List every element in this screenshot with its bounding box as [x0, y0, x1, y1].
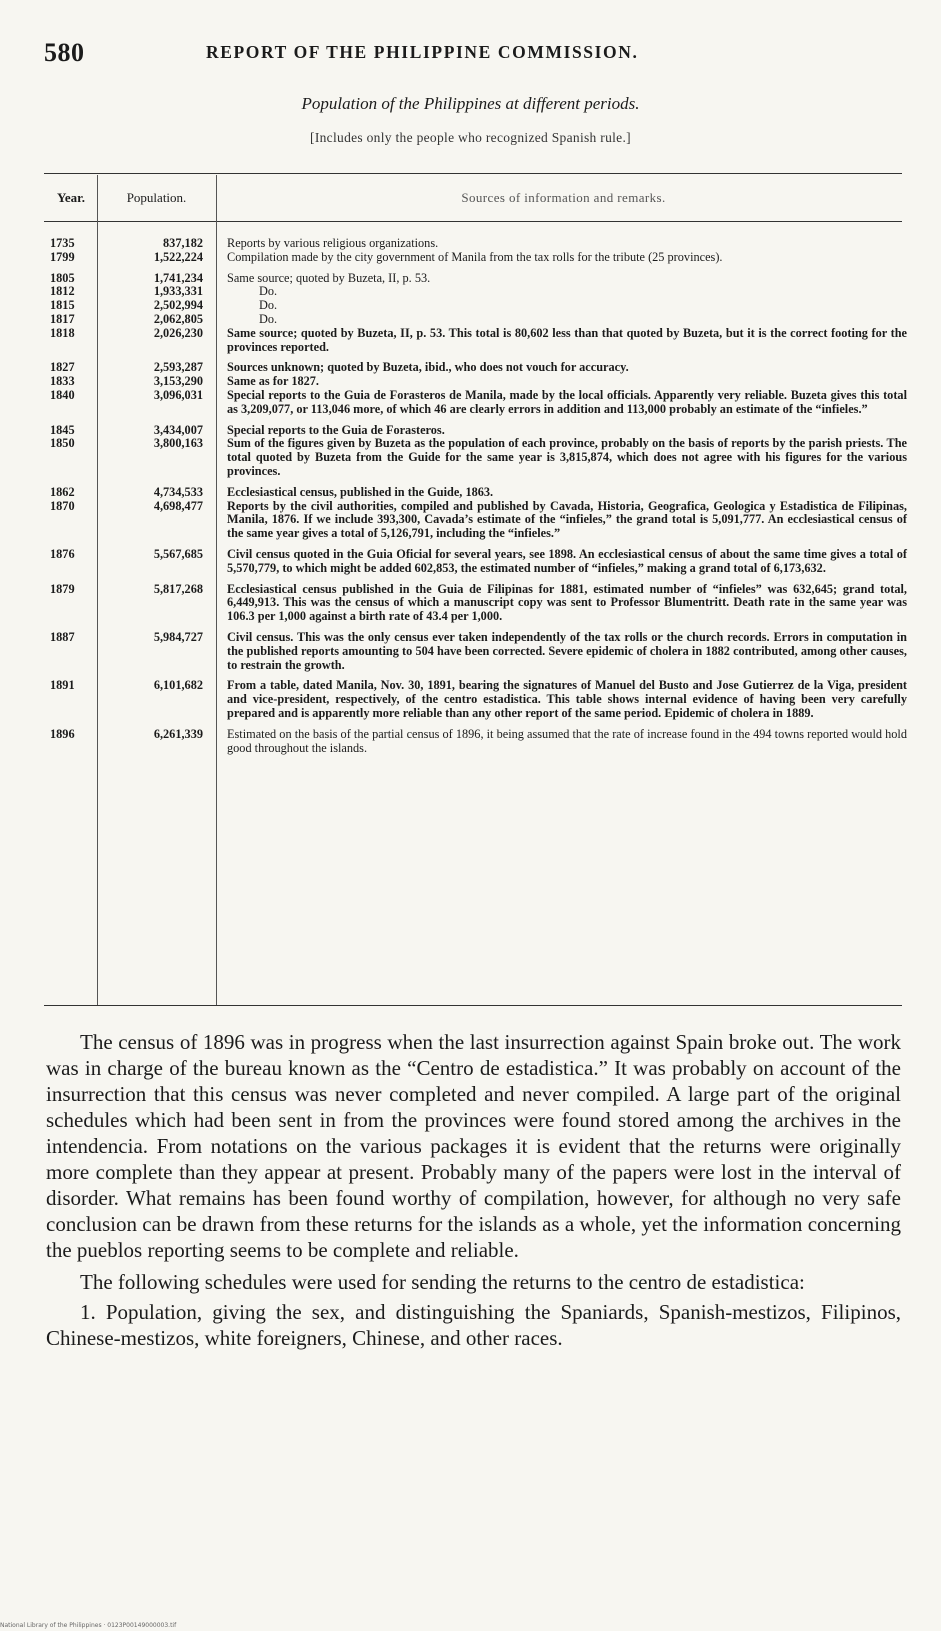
table-row: [44, 498, 907, 541]
row-population: 2,026,230: [153, 325, 203, 340]
row-source: Same source; quoted by Buzeta, II, p. 53.: [227, 270, 431, 285]
body-paragraph: 1. Population, giving the sex, and distinguishing the Spaniards, Spanish-mestizos, Filipinos, Chinese-mestizos, white foreigners, Chinese, and other races.: [46, 1300, 901, 1350]
table-row: [44, 313, 902, 327]
table-row: [44, 251, 902, 265]
row-population: 4,698,477: [153, 498, 203, 513]
row-year: 1817: [50, 311, 75, 326]
table-row: [44, 361, 902, 375]
row-year: 1799: [50, 249, 75, 264]
row-source: Do.: [259, 311, 278, 326]
row-year: 1870: [50, 498, 75, 513]
row-source: Reports by various religious organizations.: [227, 236, 439, 250]
row-population: 1,933,331: [153, 284, 203, 299]
table-row: [44, 375, 902, 389]
table-row: [44, 546, 907, 576]
row-population: 3,153,290: [153, 374, 203, 389]
row-year: 1815: [50, 298, 75, 313]
table-row: [44, 424, 902, 438]
row-source: Sum of the figures given by Buzeta as the population of each province, probably on the basis of reports by the parish priests. The total quoted by Buzeta from the Guide for the same year is 3,815,874, which does not agree with his figures for the various provinces.: [227, 436, 907, 478]
row-source: Estimated on the basis of the partial census of 1896, it being assumed that the rate of increase found in the 494 towns reported would hold good throughout the islands.: [227, 726, 907, 755]
running-head: REPORT OF THE PHILIPPINE COMMISSION.: [206, 42, 639, 62]
page-number: 580: [44, 38, 85, 67]
body-paragraph: The following schedules were used for sending the returns to the centro de estadistica:: [80, 1270, 805, 1294]
row-population: 2,062,805: [153, 311, 203, 326]
table-header-rule: [44, 221, 902, 222]
row-year: 1812: [50, 284, 75, 299]
body-paragraph: The census of 1896 was in progress when the last insurrection against Spain broke out. The work was in charge of the bureau known as the “Centro de estadistica.” It was probably on account of the insurrection that this census was never completed and never compiled. A large part of the original schedules which had been sent in from the provinces were found stored among the archives in the intendencia. From notations on the various packages it is evident that the returns were originally more complete than they appear at present. Probably many of the papers were lost in the interval of disorder. What remains has been found worthy of compilation, however, for although no very safe conclusion can be drawn from these returns for the islands as a whole, yet the information concerning the pueblos reporting seems to be complete and reliable.: [46, 1030, 901, 1262]
table-row: [44, 629, 907, 672]
body-text: [46, 1029, 901, 1351]
table-row: [44, 726, 907, 756]
table-row: [44, 678, 907, 720]
column-header-sources: Sources of information and remarks.: [461, 190, 666, 205]
row-year: 1735: [50, 236, 75, 250]
row-source: Special reports to the Guia de Forasteros.: [227, 422, 445, 437]
table-row: [44, 486, 902, 500]
table-bottom-rule: [44, 1005, 902, 1006]
table-row: [44, 581, 907, 624]
table-subtitle: [Includes only the people who recognized Spanish rule.]: [310, 130, 631, 145]
row-population: 3,096,031: [153, 387, 203, 402]
row-year: 1879: [50, 581, 75, 596]
table-row: [44, 436, 907, 478]
row-source: From a table, dated Manila, Nov. 30, 1891, bearing the signatures of Manuel del Busto and Jose Gutierrez de la Viga, president and vice-president, respectively, of the centro estadistica. This table shows internal evidence of having been very carefully prepared and is apparently more reliable than any other report of the same period. Epidemic of cholera in 1889.: [227, 678, 907, 720]
row-population: 6,101,682: [153, 678, 203, 693]
table-row: [44, 237, 902, 251]
row-source: Ecclesiastical census published in the Guia de Filipinas for 1881, estimated number of “infieles” was 632,645; grand total, 6,449,913. This was the census of which a manuscript copy was sent to Professor Blumentritt. Death rate in the same year was 106.3 per 1,000 against a birth rate of 43.4 per 1,000.: [227, 581, 907, 624]
row-source: Do.: [259, 298, 278, 313]
row-population: 2,502,994: [153, 298, 203, 313]
table-top-rule: [44, 173, 902, 174]
row-year: 1862: [50, 484, 75, 499]
table-title: Population of the Philippines at different periods.: [301, 94, 640, 113]
row-source: Same as for 1827.: [227, 374, 319, 389]
row-source: Do.: [259, 284, 278, 299]
row-source: Special reports to the Guia de Forasteros de Manila, made by the local officials. Apparently very reliable. Buzeta gives this total as 3,209,077, or 113,046 more, of which 46 are clearly errors in addition and 113,000 probably an estimate of the “infieles.”: [227, 387, 907, 416]
table-row: [44, 299, 902, 313]
row-source: Compilation made by the city government of Manila from the tax rolls for the tribute (25 provinces).: [227, 249, 723, 264]
row-source: Ecclesiastical census, published in the Guide, 1863.: [227, 484, 494, 499]
row-source: Sources unknown; quoted by Buzeta, ibid., who does not vouch for accuracy.: [227, 360, 629, 375]
row-year: 1850: [50, 436, 75, 451]
row-population: 5,567,685: [153, 546, 203, 561]
row-year: 1887: [50, 629, 75, 644]
row-year: 1833: [50, 374, 75, 389]
row-year: 1805: [50, 270, 75, 285]
row-population: 5,817,268: [153, 581, 203, 596]
row-year: 1896: [50, 726, 75, 741]
row-population: 6,261,339: [153, 726, 203, 741]
table-row: [44, 387, 907, 417]
row-population: 1,522,224: [153, 249, 203, 264]
population-table: [44, 236, 907, 755]
row-population: 1,741,234: [153, 270, 203, 285]
row-source: Same source; quoted by Buzeta, II, p. 53. This total is 80,602 less than that quoted by Buzeta, but it is the correct footing for the provinces reported.: [227, 325, 907, 354]
row-population: 5,984,727: [153, 629, 203, 644]
row-source: Civil census. This was the only census ever taken independently of the tax rolls or the church records. Errors in computation in the published reports amounting to 504 have been corrected. Severe epidemic of cholera in 1882 contributed, among other causes, to restrain the growth.: [227, 629, 907, 672]
column-header-year: Year.: [56, 190, 86, 205]
row-population: 2,593,287: [153, 360, 203, 375]
row-population: 3,434,007: [153, 422, 203, 437]
row-year: 1845: [50, 422, 75, 437]
page-header: [44, 38, 904, 68]
row-year: 1818: [50, 325, 75, 340]
row-year: 1891: [50, 678, 75, 693]
row-source: Civil census quoted in the Guia Oficial for several years, see 1898. An ecclesiastical census of about the same time gives a total of 5,570,779, to which might be added 602,853, the estimated number of “infieles,” making a grand total of 6,173,632.: [227, 546, 907, 575]
row-year: 1876: [50, 546, 75, 561]
row-year: 1827: [50, 360, 75, 375]
row-population: 837,182: [163, 236, 203, 250]
column-header-population: Population.: [126, 190, 187, 205]
row-population: 4,734,533: [153, 484, 203, 499]
row-population: 3,800,163: [153, 436, 203, 451]
row-source: Reports by the civil authorities, compiled and published by Cavada, Historia, Geografica, Geologica y Estadistica de Filipinas, Manila, 1876. If we include 393,300, Cavada’s estimate of the “infieles,” the grand total is 5,091,777. An ecclesiastical census of the same year gives a total of 5,126,791, including the “infieles.”: [227, 498, 907, 541]
table-row: [44, 285, 902, 299]
table-row: [44, 272, 902, 286]
scan-footer-note: National Library of the Philippines · 0123P00149000003.tif: [0, 1622, 177, 1629]
row-year: 1840: [50, 387, 75, 402]
table-row: [44, 325, 907, 355]
